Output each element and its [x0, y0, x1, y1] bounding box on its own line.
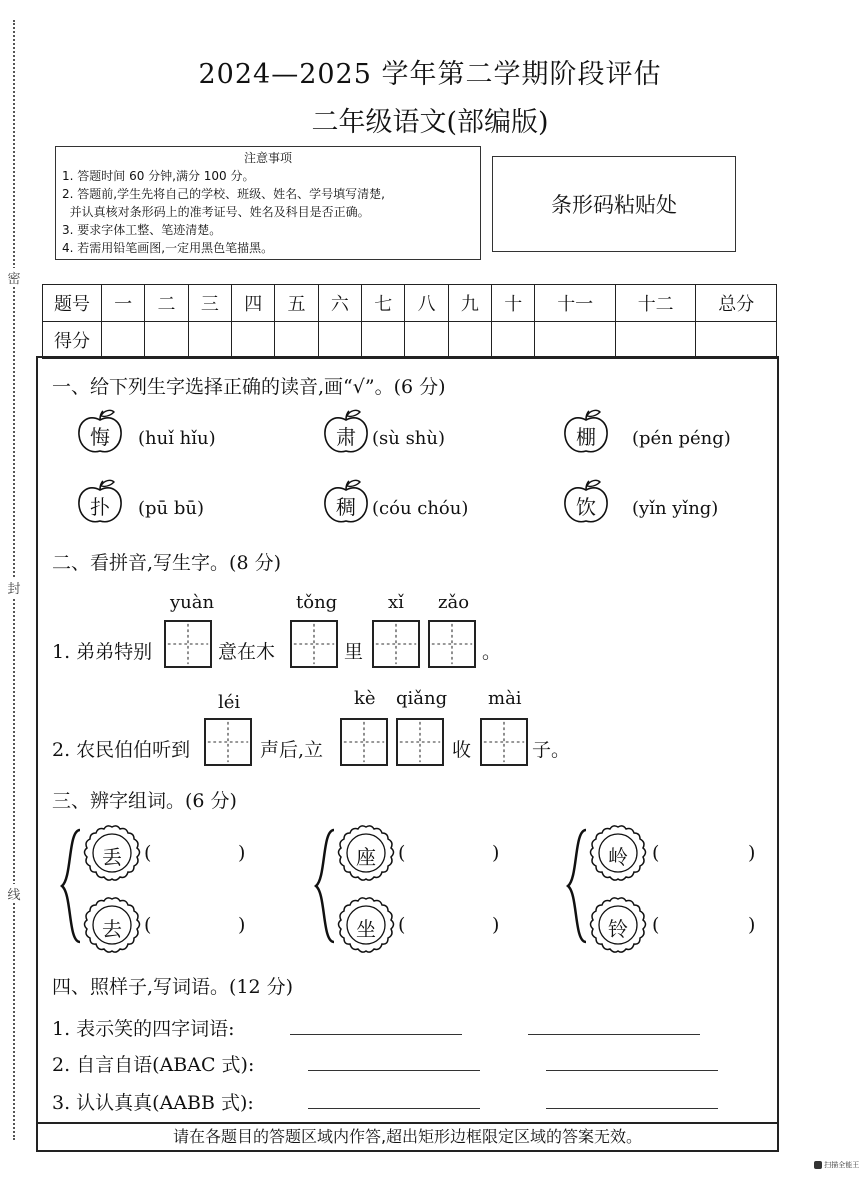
curly-brace-icon: [60, 828, 82, 944]
paren-open: (: [398, 914, 406, 936]
section4-title: 四、照样子,写词语。(12 分): [52, 976, 294, 998]
score-table: [42, 284, 777, 359]
curly-brace-icon: [314, 828, 336, 944]
paren-close: ): [238, 914, 246, 936]
score-cell[interactable]: [696, 322, 777, 359]
sentence-text: 里: [344, 641, 364, 663]
write-box[interactable]: [396, 718, 444, 766]
word-answer[interactable]: [160, 918, 232, 940]
apple-char-item: [562, 408, 610, 458]
seal-mark-1: 密: [6, 268, 22, 287]
char: 扑: [90, 495, 110, 519]
char: 悔: [90, 425, 110, 449]
apple-char-item: [76, 478, 124, 528]
curly-brace-icon: [566, 828, 588, 944]
col-header: 十二: [615, 285, 696, 322]
score-cell[interactable]: [405, 322, 448, 359]
pinyin-hint: léi: [218, 692, 241, 713]
word-answer[interactable]: [668, 846, 740, 868]
sentence-text: 收: [452, 739, 472, 761]
score-cell[interactable]: [102, 322, 145, 359]
notice-box: [55, 146, 481, 260]
paren-open: (: [144, 914, 152, 936]
write-box[interactable]: [340, 718, 388, 766]
word-answer[interactable]: [414, 846, 486, 868]
char: 丢: [102, 845, 122, 869]
word-answer[interactable]: [668, 918, 740, 940]
sentence-text: 声后,立: [260, 739, 324, 761]
paren-close: ): [238, 842, 246, 864]
notice-item: 4. 若需用铅笔画图,一定用黑色笔描黑。: [62, 241, 274, 255]
notice-item: 1. 答题时间 60 分钟,满分 100 分。: [62, 169, 255, 183]
answer-line[interactable]: [308, 1070, 480, 1071]
paren-open: (: [398, 842, 406, 864]
score-cell[interactable]: [232, 322, 275, 359]
grid-icon: [398, 720, 442, 764]
pinyin-options[interactable]: (cóu chóu): [372, 498, 469, 519]
col-header: 八: [405, 285, 448, 322]
grid-icon: [206, 720, 250, 764]
exam-title: 2024—2025 学年第二学期阶段评估: [198, 59, 662, 90]
col-header: 七: [362, 285, 405, 322]
flower-char-item: [588, 824, 648, 888]
word-task-label: 1. 表示笑的四字词语:: [52, 1018, 235, 1040]
footer-note: 请在各题目的答题区域内作答,超出矩形边框限定区域的答案无效。: [36, 1124, 779, 1152]
char: 棚: [576, 425, 596, 449]
word-answer[interactable]: [160, 846, 232, 868]
col-header: 四: [232, 285, 275, 322]
col-header: 二: [145, 285, 188, 322]
paren-close: ): [748, 842, 756, 864]
score-cell[interactable]: [188, 322, 231, 359]
pinyin-hint: mài: [488, 688, 522, 709]
pinyin-hint: yuàn: [170, 592, 215, 613]
score-cell[interactable]: [535, 322, 616, 359]
col-header: 总分: [696, 285, 777, 322]
col-header: 一: [102, 285, 145, 322]
barcode-area: 条形码粘贴处: [492, 156, 736, 252]
seal-mark-2: 封: [6, 578, 22, 597]
exam-subtitle: 二年级语文(部编版): [311, 107, 549, 138]
paren-open: (: [144, 842, 152, 864]
pinyin-hint: zǎo: [438, 592, 470, 613]
scanner-stamp: [814, 1160, 859, 1170]
sentence-text: 意在木: [218, 641, 276, 663]
char: 去: [102, 917, 122, 941]
score-cell[interactable]: [275, 322, 318, 359]
notice-heading: 注意事项: [243, 151, 292, 165]
grid-icon: [482, 720, 526, 764]
answer-line[interactable]: [546, 1070, 718, 1071]
paren-close: ): [748, 914, 756, 936]
section1-title: 一、给下列生字选择正确的读音,画“√”。(6 分): [52, 376, 446, 398]
write-box[interactable]: [204, 718, 252, 766]
write-box[interactable]: [480, 718, 528, 766]
score-cell[interactable]: [448, 322, 491, 359]
apple-char-item: [322, 408, 370, 458]
char: 坐: [356, 917, 376, 941]
score-cell[interactable]: [615, 322, 696, 359]
flower-char-item: [336, 896, 396, 960]
flower-char-item: [588, 896, 648, 960]
section3-title: 三、辨字组词。(6 分): [52, 790, 237, 812]
pinyin-options[interactable]: (pū bū): [138, 498, 204, 519]
grid-icon: [374, 622, 418, 666]
grid-icon: [342, 720, 386, 764]
col-header: 六: [318, 285, 361, 322]
notice-item: 并认真核对条形码上的准考证号、姓名及科目是否正确。: [62, 205, 370, 219]
char: 肃: [336, 425, 356, 449]
pinyin-options[interactable]: (huǐ hǐu): [138, 428, 216, 449]
apple-char-item: [76, 408, 124, 458]
answer-line[interactable]: [528, 1034, 700, 1035]
sentence-text: 。: [482, 641, 502, 663]
col-header: 三: [188, 285, 231, 322]
pinyin-options[interactable]: (yǐn yǐng): [632, 498, 719, 519]
flower-char-item: [336, 824, 396, 888]
grid-icon: [292, 622, 336, 666]
sentence-text: 1. 弟弟特别: [52, 641, 153, 663]
write-box[interactable]: [372, 620, 420, 668]
paren-open: (: [652, 842, 660, 864]
flower-char-item: [82, 824, 142, 888]
score-cell[interactable]: [145, 322, 188, 359]
pinyin-options[interactable]: (pén péng): [632, 428, 731, 449]
col-header: 九: [448, 285, 491, 322]
char: 铃: [608, 917, 628, 941]
word-task-label: 3. 认认真真(AABB 式):: [52, 1092, 254, 1114]
word-task-label: 2. 自言自语(ABAC 式):: [52, 1054, 255, 1076]
pinyin-hint: xǐ: [388, 592, 404, 613]
col-header: 五: [275, 285, 318, 322]
row-label-score: 得分: [43, 322, 102, 359]
answer-line[interactable]: [546, 1108, 718, 1109]
answer-line[interactable]: [290, 1034, 462, 1035]
sentence-text: 子。: [532, 739, 571, 761]
apple-char-item: [322, 478, 370, 528]
char: 饮: [576, 495, 596, 519]
grid-icon: [430, 622, 474, 666]
paren-close: ): [492, 914, 500, 936]
row-label-number: 题号: [43, 285, 102, 322]
notice-item: 3. 要求字体工整、笔迹清楚。: [62, 223, 222, 237]
scanner-icon: [814, 1161, 822, 1169]
score-cell[interactable]: [362, 322, 405, 359]
pinyin-hint: kè: [354, 688, 376, 709]
flower-char-item: [82, 896, 142, 960]
write-box[interactable]: [428, 620, 476, 668]
apple-char-item: [562, 478, 610, 528]
write-box[interactable]: [164, 620, 212, 668]
char: 稠: [336, 495, 356, 519]
pinyin-options[interactable]: (sù shù): [372, 428, 446, 449]
paren-open: (: [652, 914, 660, 936]
pinyin-hint: tǒng: [296, 592, 338, 613]
score-cell[interactable]: [492, 322, 535, 359]
pinyin-hint: qiǎng: [396, 688, 448, 709]
answer-line[interactable]: [308, 1108, 480, 1109]
write-box[interactable]: [290, 620, 338, 668]
score-cell[interactable]: [318, 322, 361, 359]
word-answer[interactable]: [414, 918, 486, 940]
grid-icon: [166, 622, 210, 666]
paren-close: ): [492, 842, 500, 864]
char: 岭: [608, 845, 628, 869]
section2-title: 二、看拼音,写生字。(8 分): [52, 552, 281, 574]
notice-item: 2. 答题前,学生先将自己的学校、班级、姓名、学号填写清楚,: [62, 187, 385, 201]
col-header: 十一: [535, 285, 616, 322]
seal-mark-3: 线: [6, 884, 22, 903]
char: 座: [356, 845, 376, 869]
sentence-text: 2. 农民伯伯听到: [52, 739, 191, 761]
scanner-text: 扫描全能王: [824, 1161, 860, 1169]
col-header: 十: [492, 285, 535, 322]
